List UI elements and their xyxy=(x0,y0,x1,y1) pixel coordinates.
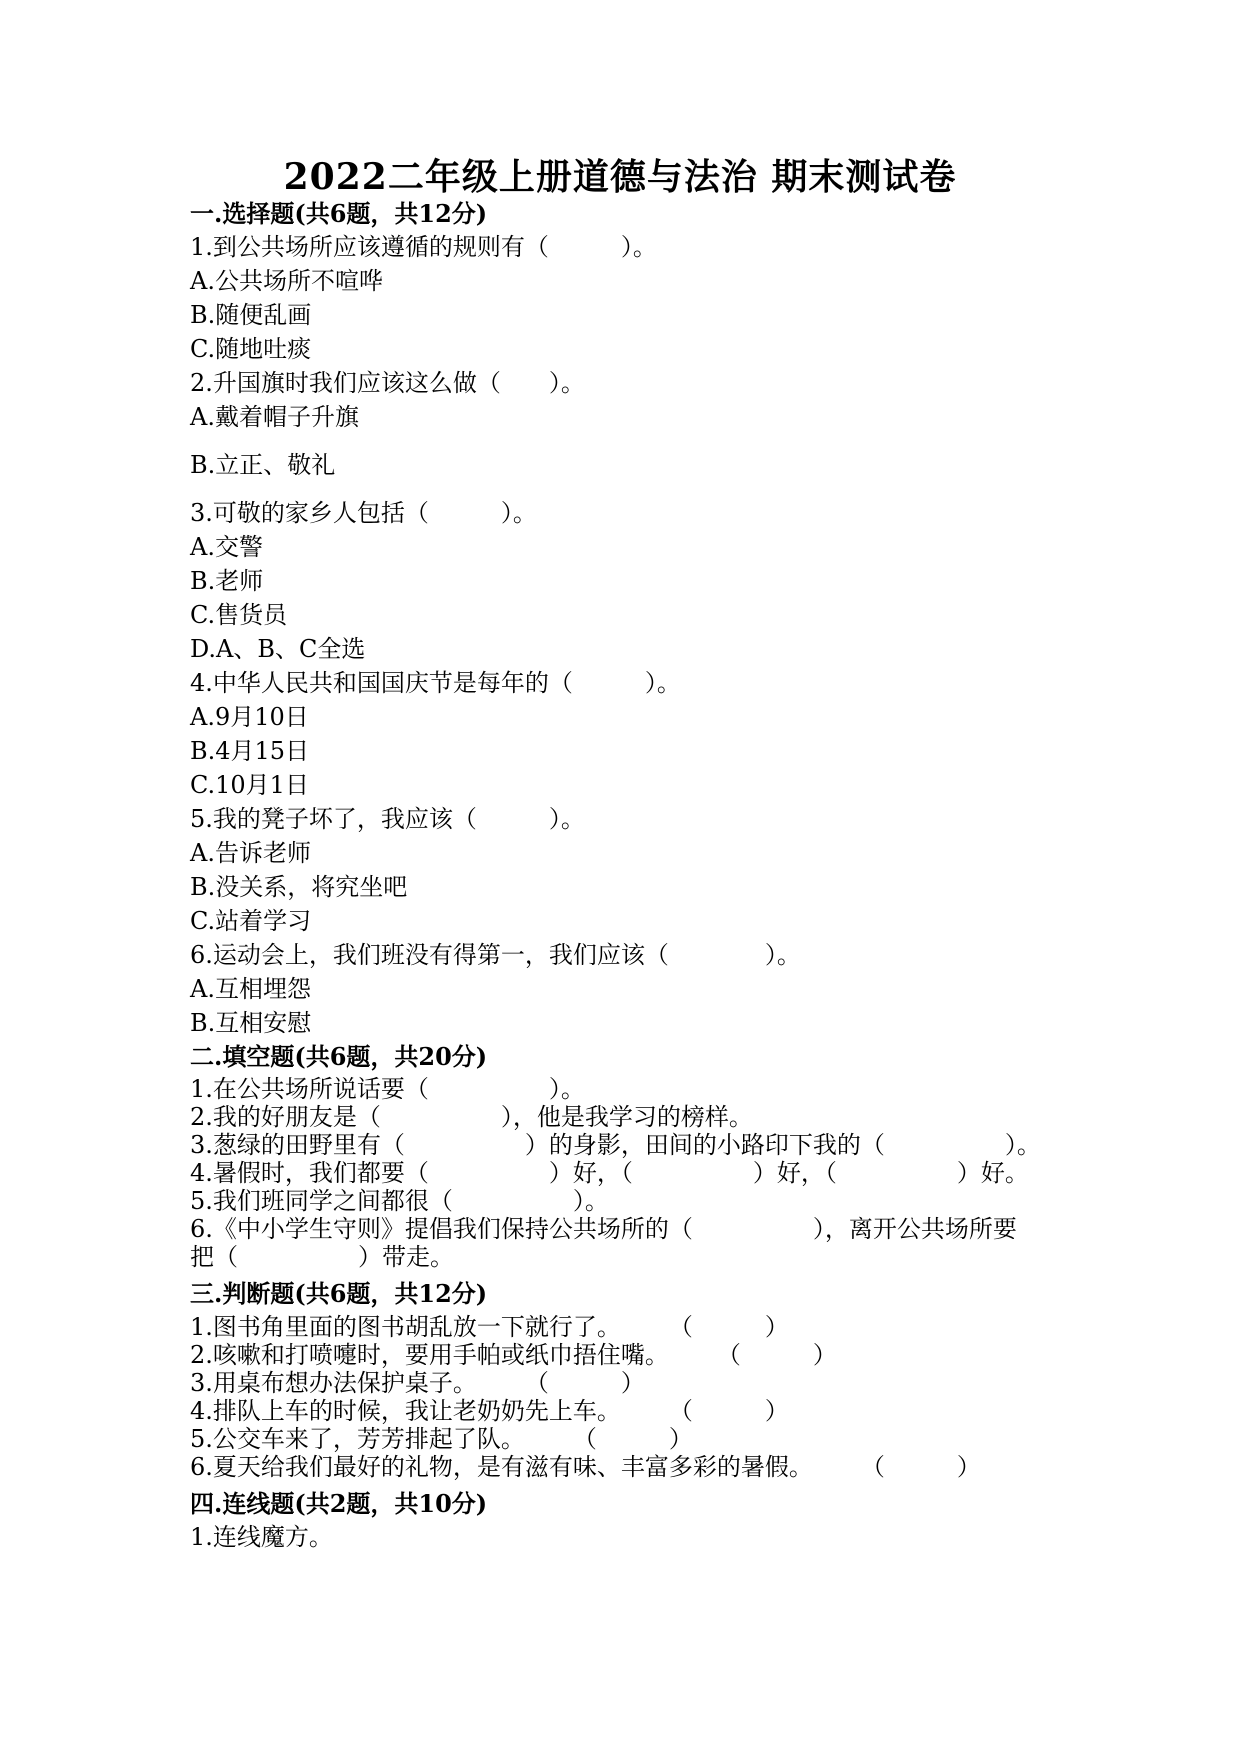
choice-option: B.没关系，将究坐吧 xyxy=(190,873,408,901)
judge-question-5: 5.公交车来了，芳芳排起了队。 （ ） xyxy=(190,1425,693,1453)
choice-option: A.公共场所不喧哗 xyxy=(190,267,383,295)
choice-option: B.随便乱画 xyxy=(190,301,312,329)
choice-question-3: 3.可敬的家乡人包括（ ）。 xyxy=(190,499,537,527)
section-heading-match: 四.连线题(共2题，共10分) xyxy=(190,1489,488,1518)
choice-question-5: 5.我的凳子坏了，我应该（ ）。 xyxy=(190,805,585,833)
section-heading-judge: 三.判断题(共6题，共12分) xyxy=(190,1279,488,1308)
fill-question-2: 2.我的好朋友是（ ），他是我学习的榜样。 xyxy=(190,1103,753,1131)
choice-option: C.站着学习 xyxy=(190,907,312,935)
choice-option: A.互相埋怨 xyxy=(190,975,311,1003)
choice-option: A.告诉老师 xyxy=(190,839,311,867)
choice-question-4: 4.中华人民共和国国庆节是每年的（ ）。 xyxy=(190,669,681,697)
choice-option: C.10月1日 xyxy=(190,771,309,799)
choice-option: D.A、B、C全选 xyxy=(190,635,366,663)
choice-question-1: 1.到公共场所应该遵循的规则有（ ）。 xyxy=(190,233,657,261)
choice-option: B.老师 xyxy=(190,567,264,595)
section-heading-fill: 二.填空题(共6题，共20分) xyxy=(190,1042,488,1071)
choice-option: B.互相安慰 xyxy=(190,1009,312,1037)
fill-question-4: 4.暑假时，我们都要（ ）好，（ ）好，（ ）好。 xyxy=(190,1159,1029,1187)
choice-question-2: 2.升国旗时我们应该这么做（ ）。 xyxy=(190,369,585,397)
choice-question-6: 6.运动会上，我们班没有得第一，我们应该（ ）。 xyxy=(190,941,801,969)
judge-question-1: 1.图书角里面的图书胡乱放一下就行了。 （ ） xyxy=(190,1313,789,1341)
fill-question-1: 1.在公共场所说话要（ ）。 xyxy=(190,1075,585,1103)
fill-question-6: 6.《中小学生守则》提倡我们保持公共场所的（ ），离开公共场所要 xyxy=(190,1215,1017,1243)
judge-question-4: 4.排队上车的时候，我让老奶奶先上车。 （ ） xyxy=(190,1397,789,1425)
match-question-1: 1.连线魔方。 xyxy=(190,1523,333,1551)
judge-question-3: 3.用桌布想办法保护桌子。 （ ） xyxy=(190,1369,645,1397)
judge-question-6: 6.夏天给我们最好的礼物，是有滋有味、丰富多彩的暑假。 （ ） xyxy=(190,1453,981,1481)
choice-option: C.售货员 xyxy=(190,601,288,629)
choice-option: B.立正、敬礼 xyxy=(190,451,336,479)
page-title: 2022二年级上册道德与法治 期末测试卷 xyxy=(283,156,957,198)
judge-question-2: 2.咳嗽和打喷嚏时，要用手帕或纸巾捂住嘴。 （ ） xyxy=(190,1341,837,1369)
choice-option: A.戴着帽子升旗 xyxy=(190,403,359,431)
choice-option: A.9月10日 xyxy=(190,703,309,731)
section-heading-choice: 一.选择题(共6题，共12分) xyxy=(190,199,488,228)
fill-question-6-continued: 把（ ）带走。 xyxy=(190,1243,454,1271)
fill-question-5: 5.我们班同学之间都很（ ）。 xyxy=(190,1187,609,1215)
choice-option: A.交警 xyxy=(190,533,263,561)
fill-question-3: 3.葱绿的田野里有（ ）的身影，田间的小路印下我的（ ）。 xyxy=(190,1131,1041,1159)
choice-option: B.4月15日 xyxy=(190,737,310,765)
choice-option: C.随地吐痰 xyxy=(190,335,312,363)
